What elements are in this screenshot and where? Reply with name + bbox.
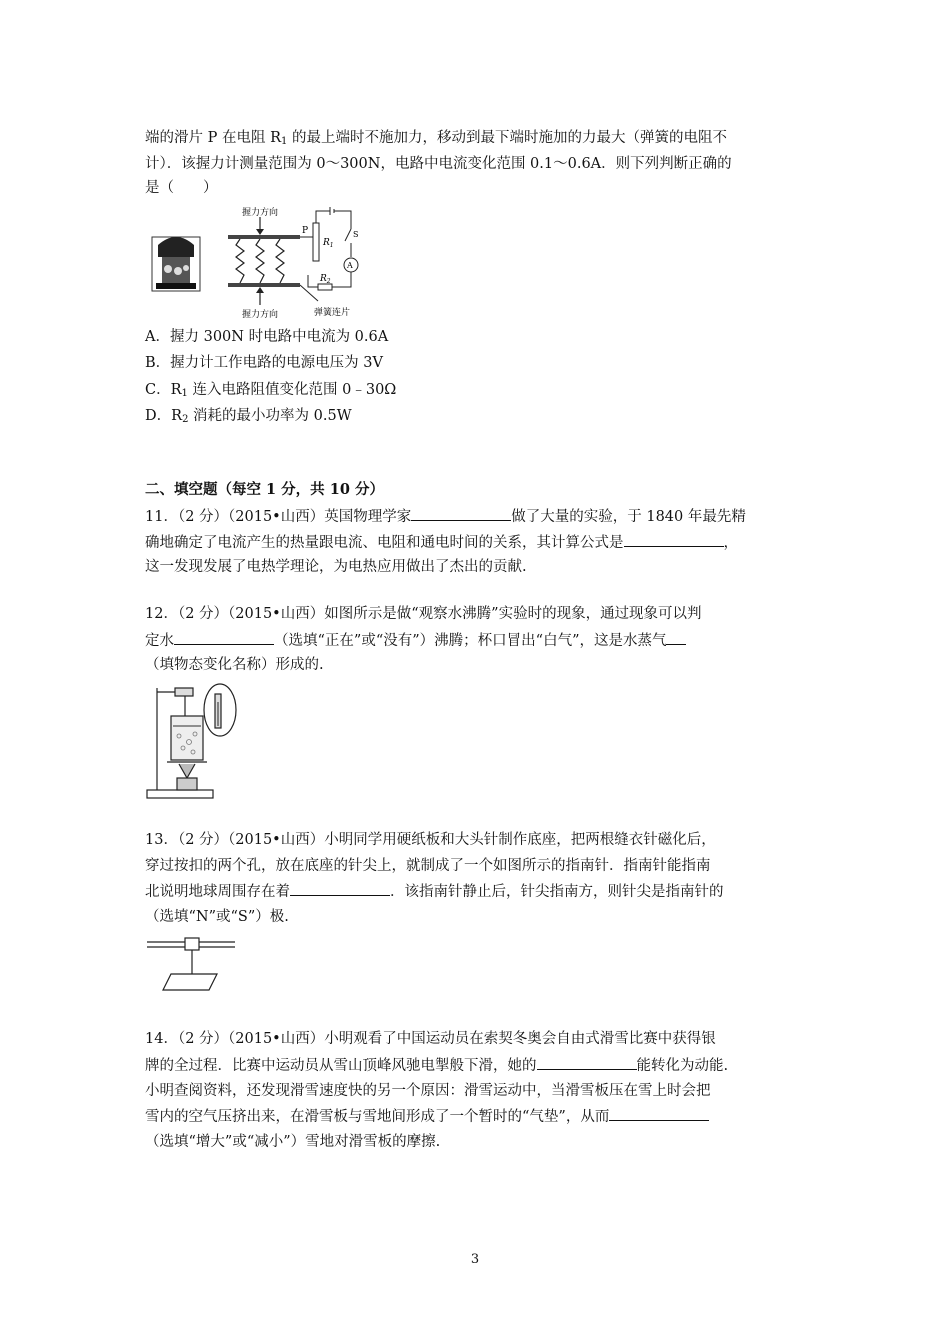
page-number: 3 — [470, 1252, 480, 1267]
beaker — [171, 716, 203, 760]
q11-line-1: 11．（2 分）（2015•山西）英国物理学家 做了大量的实验，于 1840 年最先精 — [145, 506, 746, 527]
q10-line-3: 是（ ） — [145, 180, 218, 196]
label-bottom-direction: 握力方向 — [242, 310, 279, 320]
q12-blank-2[interactable] — [666, 630, 686, 645]
q13-line-4: （选填“N”或“S”）极. — [145, 909, 289, 925]
q13-line-1: 13．（2 分）（2015•山西）小明同学用硬纸板和大头针制作底座，把两根缝衣针磁化后， — [145, 832, 716, 848]
q14-line-2: 牌的全过程．比赛中运动员从雪山顶峰风驰电掣般下滑，她的 能转化为动能. — [145, 1055, 728, 1076]
springs — [236, 239, 284, 283]
q13-line-3: 北说明地球周围存在着 ．该指南针静止后，针尖指南方，则针尖是指南针的 — [145, 881, 724, 902]
label-r1: $R_1$ — [323, 238, 334, 249]
q14-line-1: 14．（2 分）（2015•山西）小明观看了中国运动员在索契冬奥会自由式滑雪比赛中获得银 — [145, 1031, 716, 1047]
bottom-plate — [228, 283, 300, 287]
resistor-r1 — [313, 223, 319, 261]
label-ammeter: A — [347, 261, 353, 270]
grip-meter-figure — [148, 205, 368, 320]
q10-line-2: 计）．该握力计测量范围为 0～300N，电路中电流变化范围 0.1～0.6A．则下列判断正确的 — [145, 156, 732, 172]
top-plate — [228, 235, 300, 239]
option-d: D．$R_2$ 消耗的最小功率为 0.5W — [145, 408, 352, 425]
compass-figure — [145, 936, 240, 996]
q13-line-2: 穿过按扣的两个孔，放在底座的针尖上，就制成了一个如图所示的指南针．指南针能指南 — [145, 858, 711, 874]
q14-line-4: 雪内的空气压挤出来，在滑雪板与雪地间形成了一个暂时的“气垫”，从而 — [145, 1106, 709, 1127]
q14-blank-1[interactable] — [537, 1055, 637, 1070]
label-r2: $R_2$ — [320, 274, 331, 285]
q14-line-3: 小明查阅资料，还发现滑雪速度快的另一个原因：滑雪运动中，当滑雪板压在雪上时会把 — [145, 1083, 711, 1099]
option-b: B．握力计工作电路的电源电压为 3V — [145, 355, 383, 371]
q13-blank-1[interactable] — [290, 881, 390, 896]
snap-button — [185, 938, 199, 950]
option-a: A．握力 300N 时电路中电流为 0.6A — [145, 329, 389, 345]
q11-blank-1[interactable] — [411, 506, 511, 521]
label-top-direction: 握力方向 — [242, 208, 279, 218]
burner-flame — [179, 764, 195, 778]
section-heading: 二、填空题（每空 1 分，共 10 分） — [145, 481, 384, 498]
q11-blank-2[interactable] — [624, 532, 724, 547]
label-switch: S — [353, 230, 359, 239]
label-spring-piece: 弹簧连片 — [314, 308, 351, 318]
grip-device-photo — [152, 237, 200, 291]
q11-line-3: 这一发现发展了电热学理论，为电热应用做出了杰出的贡献. — [145, 559, 527, 575]
q12-line-2: 定水 （选填“正在”或“没有”）沸腾；杯口冒出“白气”，这是水蒸气 — [145, 630, 686, 651]
stand-base — [147, 790, 213, 798]
q12-line-1: 12．（2 分）（2015•山西）如图所示是做“观察水沸腾”实验时的现象，通过现象可以判 — [145, 606, 702, 622]
alcohol-lamp — [177, 778, 197, 790]
option-c: C．$R_1$ 连入电路阻值变化范围 0﹣30Ω — [145, 382, 397, 399]
q10-line-1: 端的滑片 P 在电阻 $R_1$ 的最上端时不施加力，移动到最下端时施加的力最大（弹簧的电阻不 — [145, 130, 727, 147]
boiling-water-figure — [145, 682, 240, 802]
q11-line-2: 确地确定了电流产生的热量跟电流、电阻和通电时间的关系，其计算公式是 ， — [145, 532, 738, 553]
q14-blank-2[interactable] — [609, 1106, 709, 1121]
q12-line-3: （填物态变化名称）形成的. — [145, 657, 324, 673]
q12-blank-1[interactable] — [174, 630, 274, 645]
label-p: P — [302, 226, 309, 236]
cardboard-base — [163, 974, 217, 990]
q14-line-5: （选填“增大”或“减小”）雪地对滑雪板的摩擦. — [145, 1134, 441, 1150]
